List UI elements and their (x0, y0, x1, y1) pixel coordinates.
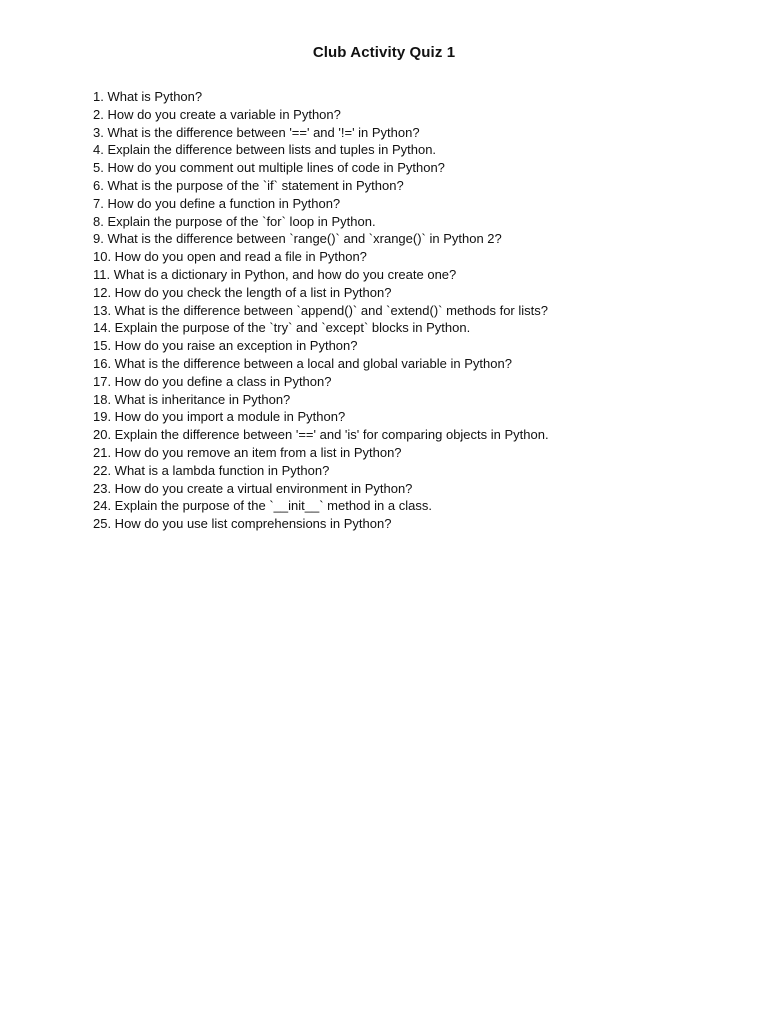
question-item: 2. How do you create a variable in Python? (93, 106, 341, 122)
question-item: 13. What is the difference between `append()` and `extend()` methods for lists? (93, 302, 548, 318)
question-item: 24. Explain the purpose of the `__init__` method in a class. (93, 498, 432, 514)
question-item: 16. What is the difference between a local and global variable in Python? (93, 355, 512, 371)
question-item: 22. What is a lambda function in Python? (93, 462, 330, 478)
question-item: 7. How do you define a function in Python? (93, 195, 341, 211)
question-item: 6. What is the purpose of the `if` statement in Python? (93, 177, 404, 193)
question-item: 17. How do you define a class in Python? (93, 373, 332, 389)
question-list (93, 88, 549, 533)
question-item: 5. How do you comment out multiple lines of code in Python? (93, 160, 445, 176)
question-item: 18. What is inheritance in Python? (93, 391, 291, 407)
question-item: 15. How do you raise an exception in Python? (93, 338, 358, 354)
question-item: 20. Explain the difference between '==' and 'is' for comparing objects in Python. (93, 427, 549, 443)
question-item: 21. How do you remove an item from a list in Python? (93, 444, 402, 460)
question-item: 3. What is the difference between '==' and '!=' in Python? (93, 124, 420, 140)
question-item: 8. Explain the purpose of the `for` loop in Python. (93, 213, 376, 229)
question-item: 12. How do you check the length of a list in Python? (93, 284, 392, 300)
question-item: 14. Explain the purpose of the `try` and `except` blocks in Python. (93, 320, 471, 336)
question-item: 11. What is a dictionary in Python, and how do you create one? (93, 266, 457, 282)
question-item: 9. What is the difference between `range()` and `xrange()` in Python 2? (93, 231, 502, 247)
question-item: 23. How do you create a virtual environment in Python? (93, 480, 413, 496)
question-item: 4. Explain the difference between lists and tuples in Python. (93, 142, 437, 158)
question-item: 25. How do you use list comprehensions in Python? (93, 516, 392, 532)
question-item: 10. How do you open and read a file in Python? (93, 249, 367, 265)
document-title: Club Activity Quiz 1 (312, 44, 456, 61)
question-item: 1. What is Python? (93, 89, 203, 104)
question-item: 19. How do you import a module in Python? (93, 409, 346, 425)
